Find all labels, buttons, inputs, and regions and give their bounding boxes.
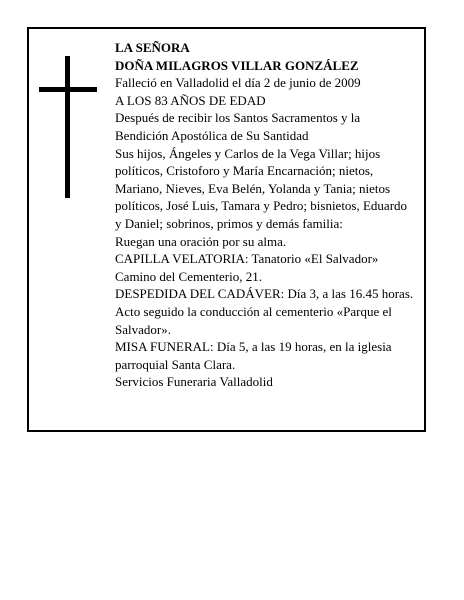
family-text: Sus hijos, Ángeles y Carlos de la Vega Villar; hijos políticos, Cristoforo y María Encarnación; nietos, Mariano, Nieves, Eva Belén, Yolanda y Tania; nietos políticos, José Luis, Tamara y Pedro; bisnietos, Eduardo y Daniel; sobrinos, primos y demás familia: <box>115 145 408 231</box>
farewell-info: DESPEDIDA DEL CADÁVER: Día 3, a las 16.45 horas. Acto seguido la conducción al cementerio «Parque el Salvador». <box>115 286 414 337</box>
cross-horizontal-bar <box>39 87 97 92</box>
notice-title: LA SEÑORA <box>115 40 190 55</box>
obituary-text <box>115 39 415 391</box>
funeral-services: Servicios Funeraria Valladolid <box>115 374 273 390</box>
prayer-text: Ruegan una oración por su alma. <box>115 233 287 249</box>
chapel-info: CAPILLA VELATORIA: Tanatorio «El Salvador» Camino del Cementerio, 21. <box>115 251 379 284</box>
cross-vertical-bar <box>65 56 70 198</box>
sacraments-text: Después de recibir los Santos Sacramentos y la Bendición Apostólica de Su Santidad <box>115 110 361 143</box>
deceased-name: DOÑA MILAGROS VILLAR GONZÁLEZ <box>115 57 359 73</box>
death-statement: Falleció en Valladolid el día 2 de junio de 2009 <box>115 75 361 91</box>
mass-info: MISA FUNERAL: Día 5, a las 19 horas, en la iglesia parroquial Santa Clara. <box>115 339 392 372</box>
cross-icon <box>39 56 97 198</box>
age-statement: A LOS 83 AÑOS DE EDAD <box>115 92 266 108</box>
obituary-notice <box>27 27 426 432</box>
